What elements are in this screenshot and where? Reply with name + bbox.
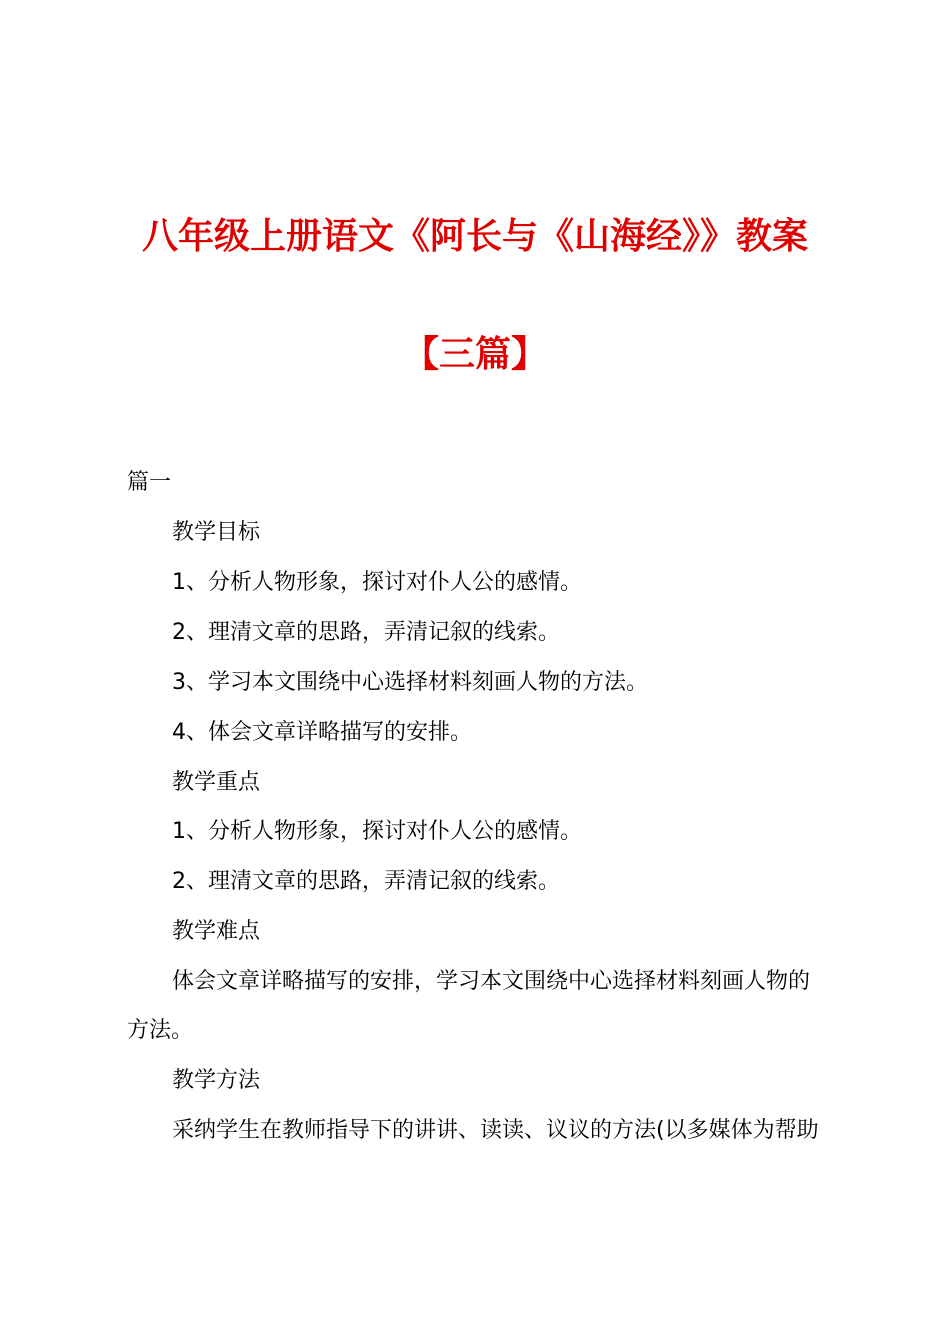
focus-item: 2、理清文章的思路，弄清记叙的线索。 — [172, 869, 560, 894]
document-title-line-1: 八年级上册语文《阿长与《山海经》》教案 — [141, 215, 808, 257]
goal-item: 3、学习本文围绕中心选择材料刻画人物的方法。 — [172, 670, 648, 695]
section-label: 篇一 — [127, 470, 172, 495]
heading-teaching-method: 教学方法 — [172, 1068, 261, 1093]
goal-item: 4、体会文章详略描写的安排。 — [172, 720, 472, 745]
heading-teaching-difficulty: 教学难点 — [172, 919, 261, 944]
focus-item: 1、分析人物形象，探讨对仆人公的感情。 — [172, 819, 582, 844]
difficulty-paragraph-line-2: 方法。 — [127, 1018, 194, 1043]
goal-item: 2、理清文章的思路，弄清记叙的线索。 — [172, 620, 560, 645]
heading-teaching-focus: 教学重点 — [172, 770, 261, 795]
document-title-line-2: 【三篇】 — [402, 333, 547, 375]
goal-item: 1、分析人物形象，探讨对仆人公的感情。 — [172, 570, 582, 595]
difficulty-paragraph-line-1: 体会文章详略描写的安排，学习本文围绕中心选择材料刻画人物的 — [172, 969, 811, 994]
method-paragraph-line-1: 采纳学生在教师指导下的讲讲、读读、议议的方法(以多媒体为帮助 — [172, 1118, 819, 1143]
heading-teaching-goals: 教学目标 — [172, 520, 261, 545]
